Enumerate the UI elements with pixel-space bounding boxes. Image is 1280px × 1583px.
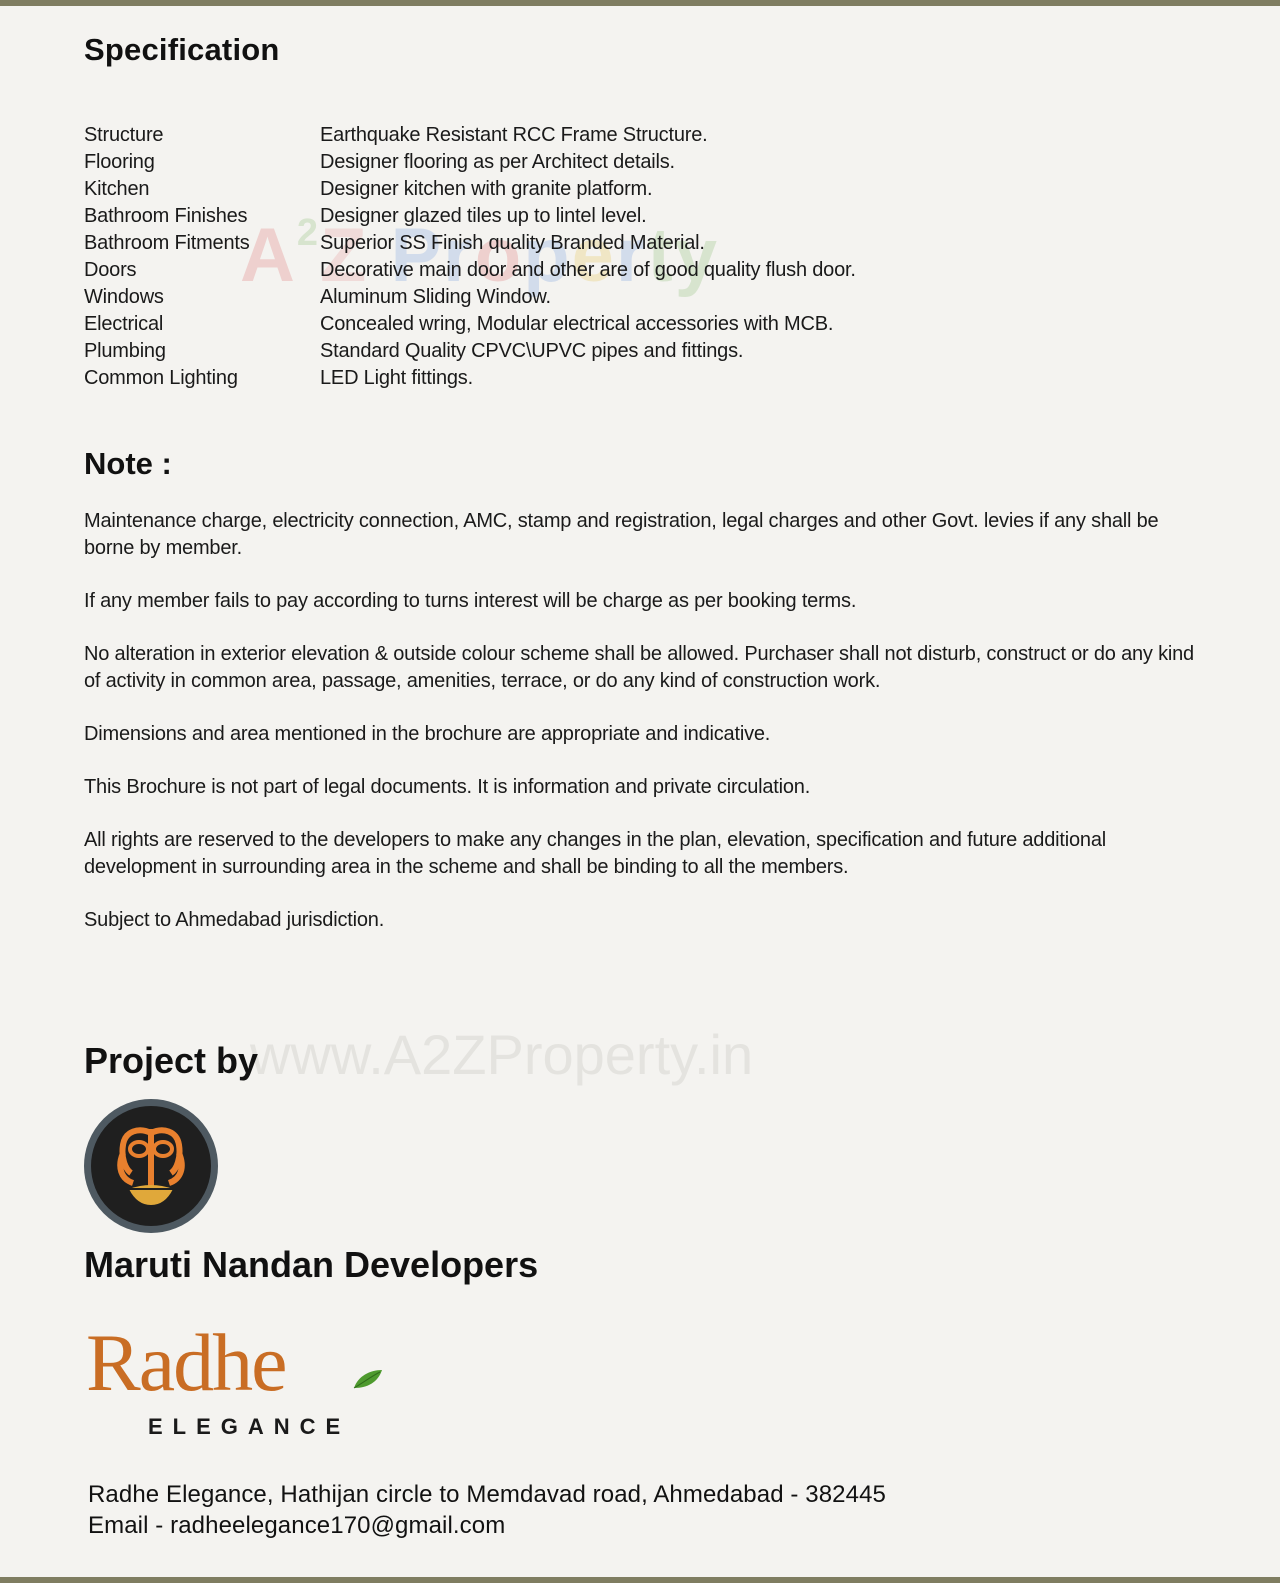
spec-row-doors: [84, 257, 856, 284]
spec-label: Kitchen: [84, 178, 150, 200]
spec-row-electrical: [84, 311, 856, 338]
watermark-letter: Z: [320, 213, 369, 298]
spec-label: Flooring: [84, 151, 155, 173]
spec-row-bathroom-finishes: [84, 203, 856, 230]
note-paragraph: Maintenance charge, electricity connection, AMC, stamp and registration, legal charges and other Govt. levies if any shall be borne by member.: [84, 510, 1159, 559]
spec-label: Common Lighting: [84, 367, 238, 389]
spec-value: Decorative main door and other are of good quality flush door.: [320, 259, 856, 281]
note-paragraph: Dimensions and area mentioned in the brochure are appropriate and indicative.: [84, 723, 771, 745]
watermark-letter: r: [443, 213, 475, 298]
spec-label: Bathroom Fitments: [84, 232, 250, 254]
developer-name: Maruti Nandan Developers: [84, 1244, 539, 1285]
spec-row-kitchen: [84, 176, 856, 203]
note-paragraph: All rights are reserved to the developers to make any changes in the plan, elevation, specification and future additional development in surrounding area in the scheme and shall be binding to all the members.: [84, 829, 1106, 878]
spec-row-structure: [84, 122, 856, 149]
spec-value: Superior SS Finish quality Branded Material.: [320, 232, 705, 254]
watermark-letter: e: [571, 213, 616, 298]
project-by-title: Project by: [84, 1040, 259, 1081]
spec-row-windows: [84, 284, 856, 311]
spec-label: Doors: [84, 259, 137, 281]
spec-label: Electrical: [84, 313, 164, 335]
leaf-icon: [352, 1368, 384, 1390]
top-border: [0, 0, 1280, 6]
watermark-url: www.A2ZProperty.in: [250, 1023, 754, 1086]
spec-value: Standard Quality CPVC\UPVC pipes and fittings.: [320, 340, 744, 362]
notes-list: [84, 508, 1204, 960]
watermark-letter: r: [615, 213, 648, 298]
specification-table: [84, 122, 856, 392]
contact-info: [88, 1479, 886, 1541]
spec-label: Plumbing: [84, 340, 166, 362]
spec-value: Aluminum Sliding Window.: [320, 286, 551, 308]
watermark-letter: t: [647, 213, 675, 298]
bottom-border: [0, 1577, 1280, 1583]
brand-name: Radhe: [86, 1317, 286, 1408]
spec-label: Structure: [84, 124, 164, 146]
address-line: Radhe Elegance, Hathijan circle to Memdavad road, Ahmedabad - 382445: [88, 1481, 886, 1508]
note-paragraph: No alteration in exterior elevation & outside colour scheme shall be allowed. Purchaser shall not disturb, construct or do any kind of activity in common area, passage, amenities, terrace, or do any kind of construction work.: [84, 643, 1194, 692]
spec-row-flooring: [84, 149, 856, 176]
radhe-elegance-logo: [86, 1317, 351, 1439]
spec-value: Designer flooring as per Architect details.: [320, 151, 675, 173]
note-paragraph: If any member fails to pay according to turns interest will be charge as per booking terms.: [84, 590, 857, 612]
watermark-letter: y: [674, 213, 720, 298]
watermark-letter: p: [523, 213, 572, 298]
spec-label: Windows: [84, 286, 164, 308]
spec-label: Bathroom Finishes: [84, 205, 248, 227]
spec-value: Concealed wring, Modular electrical accessories with MCB.: [320, 313, 834, 335]
note-paragraph: Subject to Ahmedabad jurisdiction.: [84, 909, 385, 931]
watermark-letter: A: [240, 213, 297, 298]
email-line: Email - radheelegance170@gmail.com: [88, 1512, 506, 1539]
note-title: Note :: [84, 446, 172, 481]
note-paragraph: This Brochure is not part of legal documents. It is information and private circulation.: [84, 776, 811, 798]
developer-emblem-icon: [111, 1123, 191, 1209]
spec-value: Earthquake Resistant RCC Frame Structure.: [320, 124, 708, 146]
spec-value: LED Light fittings.: [320, 367, 473, 389]
spec-row-bathroom-fitments: [84, 230, 856, 257]
developer-logo: [84, 1099, 218, 1233]
specification-title: Specification: [84, 32, 280, 67]
watermark-letter: o: [474, 213, 524, 298]
watermark-letter: 2: [296, 212, 321, 254]
spec-value: Designer glazed tiles up to lintel level.: [320, 205, 647, 227]
spec-value: Designer kitchen with granite platform.: [320, 178, 653, 200]
watermark-letter: P: [390, 213, 444, 298]
spec-row-plumbing: [84, 338, 856, 365]
spec-row-common-lighting: [84, 365, 856, 392]
brand-subtitle: ELEGANCE: [148, 1414, 351, 1439]
